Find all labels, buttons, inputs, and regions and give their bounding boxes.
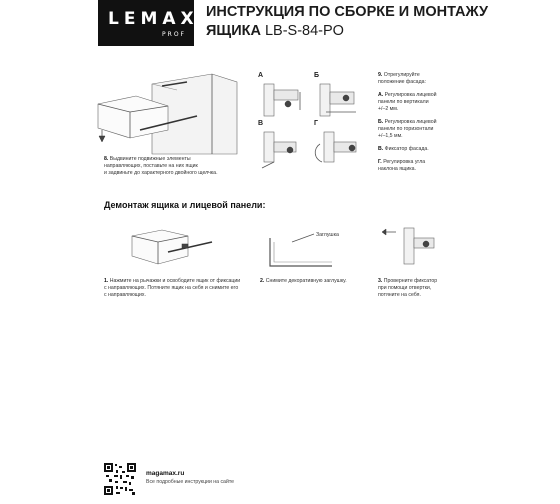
r1-drawer bbox=[132, 230, 188, 264]
removal-step1-text bbox=[104, 278, 254, 299]
step9-g-key: Г. bbox=[378, 159, 382, 165]
qr-code-icon bbox=[104, 463, 136, 495]
panel-b-screw bbox=[343, 95, 349, 101]
r3-frame bbox=[404, 228, 414, 264]
qr-mod-1 bbox=[115, 464, 117, 466]
step8-l1: Выдвините подвижные элементы bbox=[109, 156, 191, 162]
qr-mod-4 bbox=[122, 471, 125, 473]
step9-a1: Регулировка лицевой bbox=[384, 92, 437, 98]
removal-step2-text bbox=[260, 278, 370, 285]
step9-g2: наклона ящика. bbox=[378, 166, 416, 172]
panel-a-frame bbox=[264, 84, 274, 116]
panel-a-illustration bbox=[260, 82, 306, 118]
r1-num: 1. bbox=[104, 278, 109, 284]
r3-arrow-head bbox=[382, 229, 386, 235]
qr-mod-7 bbox=[126, 475, 129, 477]
r3-num: 3. bbox=[378, 278, 383, 284]
step9-b3: +/–1,5 мм. bbox=[378, 133, 403, 139]
logo-sub-text: PROF bbox=[162, 31, 186, 38]
r1-l2: с направляющих. Потяните ящик на себя и снимите его bbox=[104, 285, 239, 291]
step8-l2: направляющих, поставьте на них ящик bbox=[104, 163, 198, 169]
panel-g-rotate-arrow bbox=[315, 144, 322, 162]
r3-l1: Проверните фиксатор bbox=[383, 278, 438, 284]
r3-row bbox=[378, 278, 468, 285]
panel-v-arrow bbox=[262, 162, 274, 168]
removal-step2-illustration bbox=[262, 222, 342, 272]
r2-rail-inner bbox=[274, 242, 332, 262]
r1-l1: Нажмите на рычажки и освободите ящик от фиксации bbox=[109, 278, 241, 284]
qr-mod-18 bbox=[116, 492, 120, 494]
step9-b2: панели по горизонтали bbox=[378, 126, 434, 132]
panel-b-frame bbox=[320, 84, 330, 116]
panel-b-part bbox=[330, 92, 354, 104]
step9-b-row bbox=[378, 119, 468, 126]
removal-step1-illustration bbox=[128, 222, 218, 272]
qr-mod-12 bbox=[123, 481, 127, 483]
step9-a-row bbox=[378, 92, 468, 99]
step9-b-key: Б. bbox=[378, 119, 384, 125]
arrow-icon bbox=[99, 136, 105, 142]
step8-num: 8. bbox=[104, 156, 109, 162]
qr-mod-14 bbox=[116, 486, 118, 489]
panel-v-screw bbox=[287, 147, 293, 153]
qr-mod-5 bbox=[114, 475, 118, 477]
panel-v-frame bbox=[264, 132, 274, 162]
qr-finder-bl-core bbox=[107, 489, 110, 492]
step9-v-key: В. bbox=[378, 146, 384, 152]
qr-mod-17 bbox=[129, 489, 133, 491]
qr-finder-tl-core bbox=[107, 466, 110, 469]
r1-row bbox=[104, 278, 254, 285]
website-caption: Все подробные инструкции на сайте bbox=[146, 479, 235, 485]
qr-mod-11 bbox=[115, 481, 118, 483]
title-word: ЯЩИКА bbox=[206, 23, 261, 39]
panel-label-v: В bbox=[258, 120, 264, 127]
qr-mod-10 bbox=[109, 479, 112, 482]
qr-mod-3 bbox=[116, 470, 118, 473]
step8-text bbox=[104, 156, 244, 177]
panel-v-illustration bbox=[260, 130, 306, 170]
step8-l3: и задвиньте до характерного двойного щелчка. bbox=[104, 170, 218, 176]
step9-a3: +/–2 мм. bbox=[378, 106, 399, 112]
step9-a2: панели по вертикали bbox=[378, 99, 429, 105]
qr-finder-tr-core bbox=[130, 466, 133, 469]
r1-lever bbox=[182, 244, 188, 248]
panel-label-b: Б bbox=[314, 72, 320, 79]
title-line2 bbox=[206, 22, 516, 41]
qr-mod-6 bbox=[120, 475, 122, 479]
r3-l2: при помощи отвертки, bbox=[378, 285, 432, 291]
panel-a-screw bbox=[285, 101, 291, 107]
qr-mod-15 bbox=[120, 487, 123, 489]
logo-main-text: LEMAX bbox=[108, 9, 199, 29]
qr-mod-8 bbox=[131, 476, 134, 479]
step9-a-key: А. bbox=[378, 92, 384, 98]
panel-g-illustration bbox=[316, 130, 362, 170]
step9-g-row bbox=[378, 159, 468, 166]
qr-mod-9 bbox=[106, 475, 109, 477]
step9-v-row bbox=[378, 146, 468, 153]
panel-label-g: Г bbox=[314, 120, 318, 127]
brand-logo bbox=[98, 0, 199, 46]
step9-intro2: положение фасада: bbox=[378, 79, 426, 85]
qr-mod-13 bbox=[129, 482, 131, 485]
section-title: Демонтаж ящика и лицевой панели: bbox=[104, 200, 266, 210]
step9-g1: Регулировка угла bbox=[383, 159, 426, 165]
step8-line1 bbox=[104, 156, 244, 163]
r2-text: Снимите декоративную заглушку. bbox=[265, 278, 347, 284]
panel-a-part bbox=[274, 90, 298, 100]
step9-v-text: Фиксатор фасада. bbox=[384, 146, 429, 152]
r3-latch bbox=[423, 241, 429, 247]
r2-num: 2. bbox=[260, 278, 265, 284]
step9-num: 9. bbox=[378, 72, 383, 78]
removal-step3-text bbox=[378, 278, 468, 299]
step8-illustration bbox=[92, 72, 242, 154]
panel-b-illustration bbox=[316, 82, 362, 118]
step9-b1: Регулировка лицевой bbox=[384, 119, 437, 125]
step9-intro1: Отрегулируйте bbox=[383, 72, 420, 78]
r2-row bbox=[260, 278, 370, 285]
panel-label-a: А bbox=[258, 72, 264, 79]
step9-text bbox=[378, 72, 468, 173]
page-title bbox=[206, 3, 516, 41]
r1-l3: с направляющих. bbox=[104, 292, 146, 298]
qr-mod-2 bbox=[119, 466, 122, 468]
model-code: LB-S-84-PO bbox=[264, 23, 344, 39]
removal-step3-illustration bbox=[384, 222, 440, 272]
title-line1: ИНСТРУКЦИЯ ПО СБОРКЕ И МОНТАЖУ bbox=[206, 4, 488, 20]
qr-mod-19 bbox=[132, 492, 135, 495]
website-url[interactable]: magamax.ru bbox=[146, 470, 185, 477]
panel-g-frame bbox=[324, 132, 334, 162]
r3-l3: потяните на себя. bbox=[378, 292, 421, 298]
step9-intro-row bbox=[378, 72, 468, 79]
panel-g-screw bbox=[349, 145, 355, 151]
plug-label: Заглушка bbox=[316, 232, 339, 238]
qr-mod-16 bbox=[125, 487, 127, 491]
r2-pointer bbox=[292, 234, 314, 242]
